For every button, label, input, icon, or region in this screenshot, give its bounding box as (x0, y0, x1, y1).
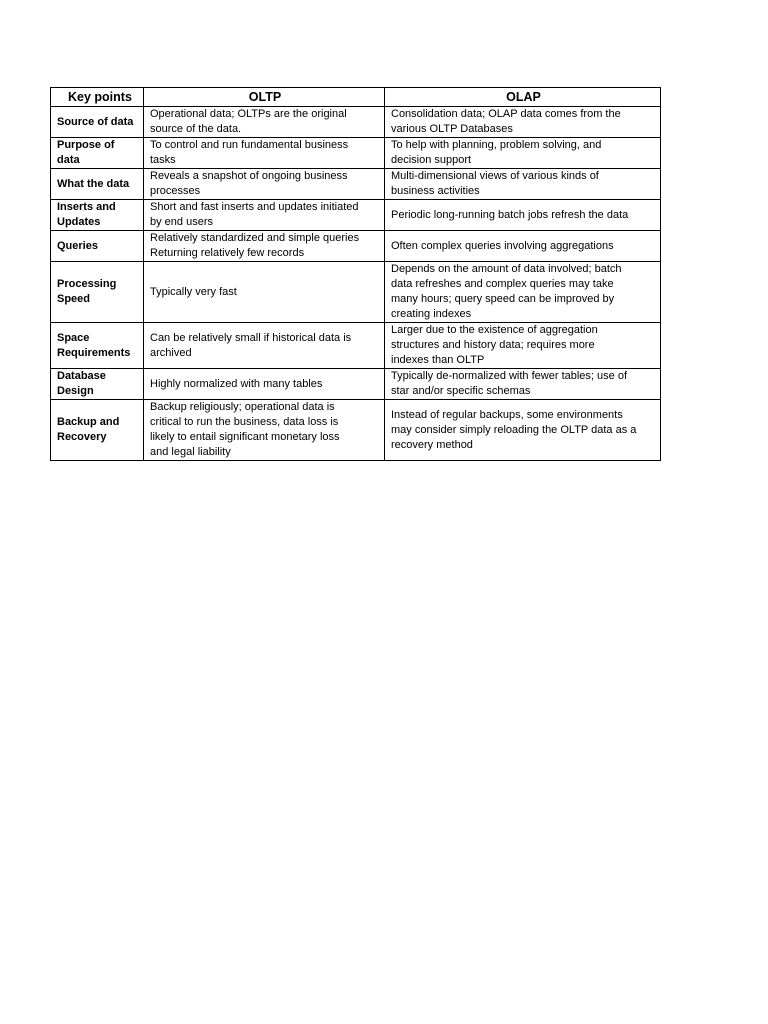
row-olap-cell: Depends on the amount of data involved; batch data refreshes and complex queries may take many hours; query speed can be improved by creating indexes (385, 262, 661, 323)
oltp-olap-comparison-table (50, 87, 661, 461)
row-olap-cell: Instead of regular backups, some environments may consider simply reloading the OLTP data as a recovery method (385, 400, 661, 461)
row-olap-cell: Often complex queries involving aggregations (385, 231, 661, 262)
row-oltp-cell: Short and fast inserts and updates initiated by end users (144, 200, 385, 231)
table-row (51, 231, 661, 262)
table-row (51, 262, 661, 323)
header-key-points: Key points (51, 88, 144, 107)
row-oltp-cell: Typically very fast (144, 262, 385, 323)
row-olap-cell: Multi-dimensional views of various kinds of business activities (385, 169, 661, 200)
row-olap-cell: Typically de-normalized with fewer tables; use of star and/or specific schemas (385, 369, 661, 400)
table-row (51, 323, 661, 369)
row-key-cell: Inserts and Updates (51, 200, 144, 231)
table-row (51, 200, 661, 231)
header-oltp: OLTP (144, 88, 385, 107)
row-key-cell: Purpose of data (51, 138, 144, 169)
table-header (51, 88, 661, 107)
table-row (51, 107, 661, 138)
row-oltp-cell: Highly normalized with many tables (144, 369, 385, 400)
table-row (51, 138, 661, 169)
row-oltp-cell: To control and run fundamental business tasks (144, 138, 385, 169)
row-key-cell: Processing Speed (51, 262, 144, 323)
row-olap-cell: Larger due to the existence of aggregation structures and history data; requires more indexes than OLTP (385, 323, 661, 369)
row-key-cell: Database Design (51, 369, 144, 400)
row-olap-cell: Consolidation data; OLAP data comes from the various OLTP Databases (385, 107, 661, 138)
row-oltp-cell: Reveals a snapshot of ongoing business processes (144, 169, 385, 200)
row-olap-cell: To help with planning, problem solving, and decision support (385, 138, 661, 169)
row-olap-cell: Periodic long-running batch jobs refresh the data (385, 200, 661, 231)
row-key-cell: What the data (51, 169, 144, 200)
table-row (51, 169, 661, 200)
row-oltp-cell: Operational data; OLTPs are the original source of the data. (144, 107, 385, 138)
row-oltp-cell: Backup religiously; operational data is critical to run the business, data loss is likely to entail significant monetary loss and legal liability (144, 400, 385, 461)
row-oltp-cell: Relatively standardized and simple queries Returning relatively few records (144, 231, 385, 262)
row-key-cell: Queries (51, 231, 144, 262)
row-key-cell: Source of data (51, 107, 144, 138)
table-row (51, 369, 661, 400)
header-olap: OLAP (385, 88, 661, 107)
row-oltp-cell: Can be relatively small if historical data is archived (144, 323, 385, 369)
header-row (51, 88, 661, 107)
table-body (51, 107, 661, 461)
row-key-cell: Space Requirements (51, 323, 144, 369)
table-row (51, 400, 661, 461)
row-key-cell: Backup and Recovery (51, 400, 144, 461)
